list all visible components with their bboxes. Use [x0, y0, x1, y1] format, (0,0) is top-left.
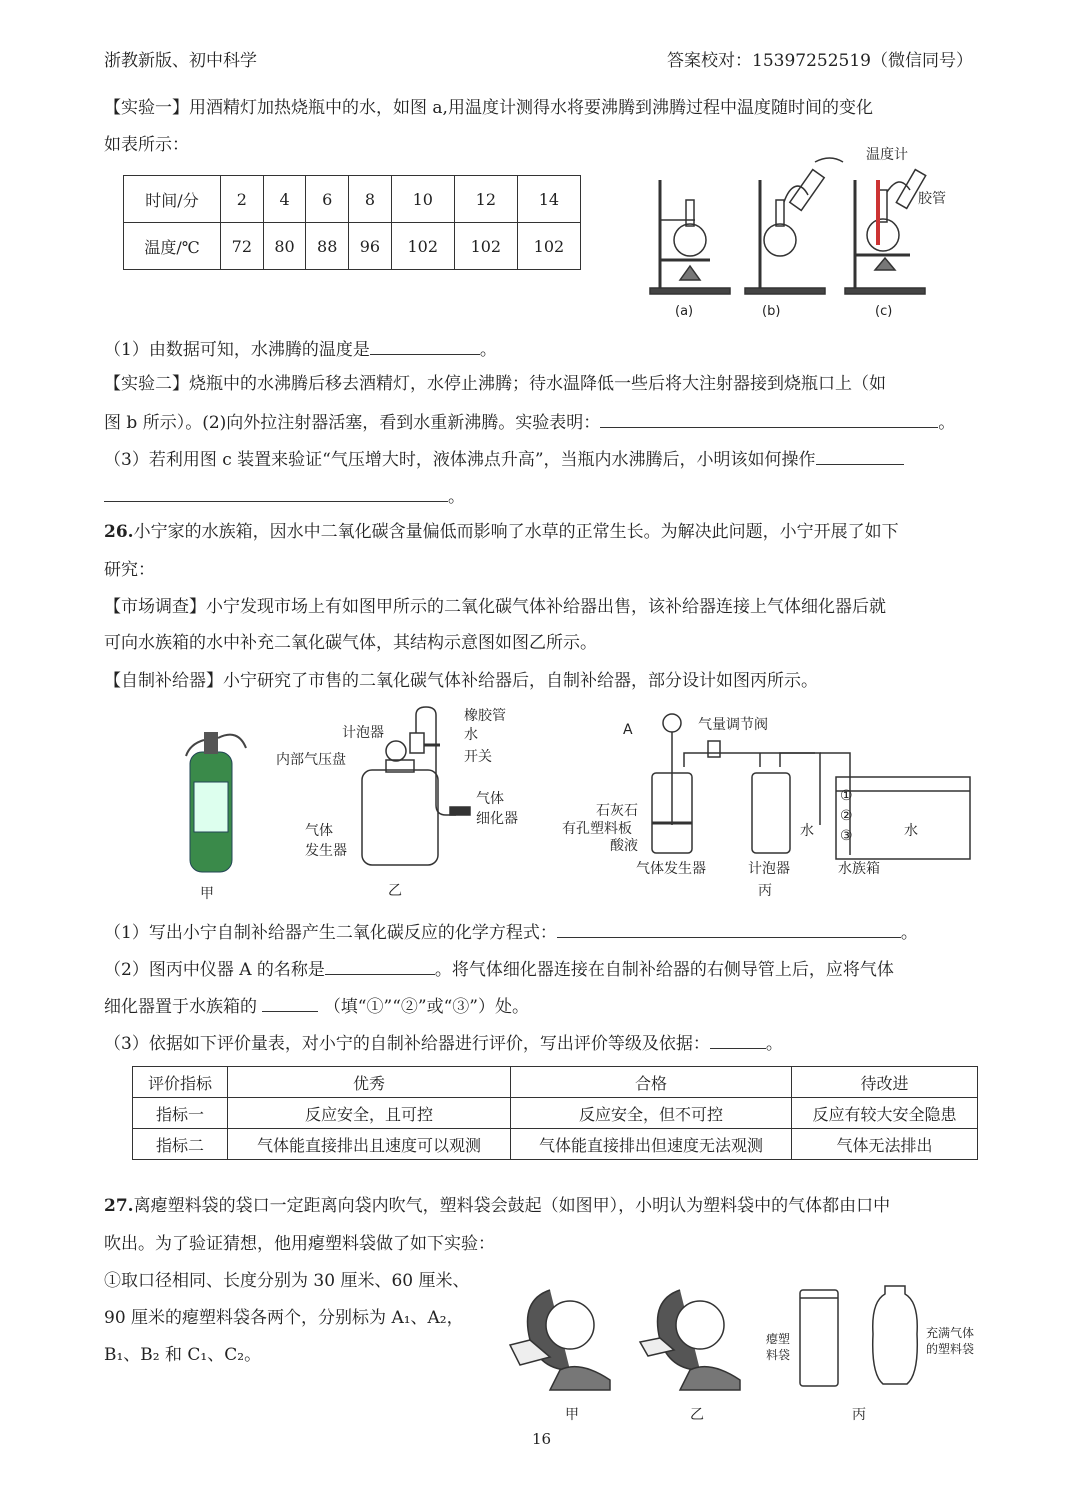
exp1-q3-cont: 。 [104, 485, 465, 507]
table-cell: 14 [517, 176, 580, 223]
gas-refiner-label-2: 细化器 [476, 811, 518, 827]
thermometer-label: 温度计 [866, 147, 908, 163]
answer-blank[interactable] [104, 485, 448, 502]
table-cell: 反应有较大安全隐患 [792, 1098, 978, 1129]
table-cell: 气体能直接排出且速度可以观测 [228, 1129, 511, 1160]
exp2-line1: 【实验二】烧瓶中的水沸腾后移去酒精灯，水停止沸腾；待水温降低一些后将大注射器接到烧瓶口上（如 [104, 374, 886, 394]
instrument-a-label: A [623, 722, 633, 738]
exp1-q1: （1）由数据可知，水沸腾的温度是 。 [104, 340, 497, 360]
boiling-apparatus-figure [640, 140, 960, 330]
table-cell: 80 [263, 223, 306, 270]
switch-label: 开关 [464, 749, 492, 765]
exp1-line1: 【实验一】用酒精灯加热烧瓶中的水，如图 a,用温度计测得水将要沸腾到沸腾过程中温度随时间的变化 [104, 98, 873, 118]
exp1-line2: 如表所示： [104, 135, 189, 155]
fig-yi-label: 乙 [388, 883, 402, 899]
table-row [124, 223, 581, 270]
rubber-tube-label: 橡胶管 [464, 708, 506, 724]
fig-b-label: (b) [762, 304, 781, 319]
table-cell: 102 [517, 223, 580, 270]
q26-line1: 26.小宁家的水族箱，因水中二氧化碳含量偏低而影响了水草的正常生长。为解决此问题，小宁开展了如下 [104, 522, 899, 542]
table-cell: 4 [263, 176, 306, 223]
table-cell: 72 [221, 223, 264, 270]
plate-label: 有孔塑料板 [562, 821, 632, 837]
answer-blank[interactable] [325, 958, 435, 975]
table-cell: 气体能直接排出但速度无法观测 [511, 1129, 792, 1160]
tank-label: 水族箱 [838, 861, 880, 877]
table-cell: 温度/℃ [124, 223, 221, 270]
flat-bag-label-2: 料袋 [766, 1348, 791, 1362]
limestone-label: 石灰石 [596, 803, 638, 819]
table-cell: 待改进 [792, 1067, 978, 1098]
q26-survey2: 可向水族箱的水中补充二氧化碳气体，其结构示意图如图乙所示。 [104, 633, 597, 653]
table-cell: 88 [306, 223, 349, 270]
q27-line5: B₁、B₂ 和 C₁、C₂。 [104, 1345, 262, 1365]
q26-line2: 研究： [104, 560, 155, 580]
valve-label: 气量调节阀 [698, 717, 768, 733]
table-cell: 6 [306, 176, 349, 223]
counter-label: 计泡器 [748, 861, 790, 877]
fig-c-label: (c) [875, 304, 893, 319]
position-3: ③ [840, 828, 853, 844]
table-cell: 2 [221, 176, 264, 223]
q26-diy: 【自制补给器】小宁研究了市售的二氧化碳气体补给器后，自制补给器，部分设计如图丙所示。 [104, 671, 818, 691]
q26-q3: （3）依据如下评价量表，对小宁的自制补给器进行评价，写出评价等级及依据： 。 [104, 1034, 783, 1054]
table-cell: 102 [391, 223, 454, 270]
table-cell: 10 [391, 176, 454, 223]
full-bag-label-1: 充满气体 [926, 1326, 975, 1340]
q26-q1: （1）写出小宁自制补给器产生二氧化碳反应的化学方程式： 。 [104, 923, 918, 943]
page-number: 16 [532, 1430, 552, 1448]
temperature-table [123, 175, 581, 270]
q27-line4: 90 厘米的瘪塑料袋各两个，分别标为 A₁、A₂， [104, 1308, 464, 1328]
evaluation-table [132, 1066, 978, 1160]
tube-label: 胶管 [918, 191, 946, 207]
q26-q2: （2）图丙中仪器 A 的名称是 。将气体细化器连接在自制补给器的右侧导管上后，应将气体 [104, 960, 894, 980]
table-cell: 指标一 [133, 1098, 228, 1129]
table-cell: 气体无法排出 [792, 1129, 978, 1160]
answer-blank[interactable] [262, 995, 318, 1012]
plastic-bag-figure [500, 1280, 980, 1400]
table-row [133, 1067, 978, 1098]
fig27-jia-label: 甲 [565, 1407, 579, 1423]
table-row [133, 1098, 978, 1129]
table-cell: 反应安全，但不可控 [511, 1098, 792, 1129]
table-cell: 反应安全，且可控 [228, 1098, 511, 1129]
table-cell: 102 [454, 223, 517, 270]
water-label: 水 [464, 727, 478, 743]
table-cell: 评价指标 [133, 1067, 228, 1098]
q27-line2: 吹出。为了验证猜想，他用瘪塑料袋做了如下实验： [104, 1234, 495, 1254]
generator-label-2: 发生器 [305, 843, 347, 859]
position-2: ② [840, 808, 853, 824]
exp2-line2: 图 b 所示）。(2)向外拉注射器活塞，看到水重新沸腾。实验表明： 。 [104, 413, 956, 433]
table-cell: 12 [454, 176, 517, 223]
table-cell: 96 [349, 223, 392, 270]
flat-bag-label-1: 瘪塑 [766, 1332, 791, 1346]
position-1: ① [840, 788, 853, 804]
answer-blank[interactable] [557, 921, 901, 938]
generator-label-1: 气体 [305, 823, 333, 839]
answer-blank[interactable] [600, 411, 938, 428]
table-cell: 8 [349, 176, 392, 223]
exp1-q3: （3）若利用图 c 装置来验证“气压增大时，液体沸点升高”，当瓶内水沸腾后，小明该如何操作 [104, 448, 904, 470]
table-cell: 优秀 [228, 1067, 511, 1098]
q27-line1: 27.离瘪塑料袋的袋口一定距离向袋内吹气，塑料袋会鼓起（如图甲），小明认为塑料袋中的气体都由口中 [104, 1196, 891, 1216]
acid-label: 酸液 [610, 838, 638, 854]
counter-water-label: 水 [800, 823, 814, 839]
table-row [133, 1129, 978, 1160]
bubble-counter-label: 计泡器 [342, 725, 384, 741]
q26-q2-cont: 细化器置于水族箱的 （填“①”“②”或“③”）处。 [104, 997, 529, 1017]
fig-jia-label: 甲 [200, 886, 214, 902]
co2-cylinder-figure [180, 712, 250, 877]
table-cell: 指标二 [133, 1129, 228, 1160]
table-cell: 合格 [511, 1067, 792, 1098]
fig-a-label: (a) [675, 304, 694, 319]
answer-blank[interactable] [710, 1032, 766, 1049]
tank-water-label: 水 [904, 823, 918, 839]
gas-refiner-label-1: 气体 [476, 791, 504, 807]
pressure-gauge-label: 内部气压盘 [276, 752, 346, 768]
q27-line3: ①取口径相同、长度分别为 30 厘米、60 厘米、 [104, 1271, 470, 1291]
fig-bing-label: 丙 [758, 883, 772, 899]
gas-generator-label: 气体发生器 [636, 861, 706, 877]
q26-survey1: 【市场调查】小宁发现市场上有如图甲所示的二氧化碳气体补给器出售，该补给器连接上气体细化器后就 [104, 597, 886, 617]
answer-blank[interactable] [816, 448, 904, 465]
full-bag-label-2: 的塑料袋 [926, 1342, 975, 1356]
header-right: 答案校对：15397252519（微信同号） [667, 51, 973, 71]
table-row [124, 176, 581, 223]
header-left: 浙教新版、初中科学 [104, 51, 257, 71]
table-cell: 时间/分 [124, 176, 221, 223]
answer-blank[interactable] [370, 338, 480, 355]
fig27-yi-label: 乙 [690, 1407, 704, 1423]
fig27-bing-label: 丙 [852, 1407, 866, 1423]
